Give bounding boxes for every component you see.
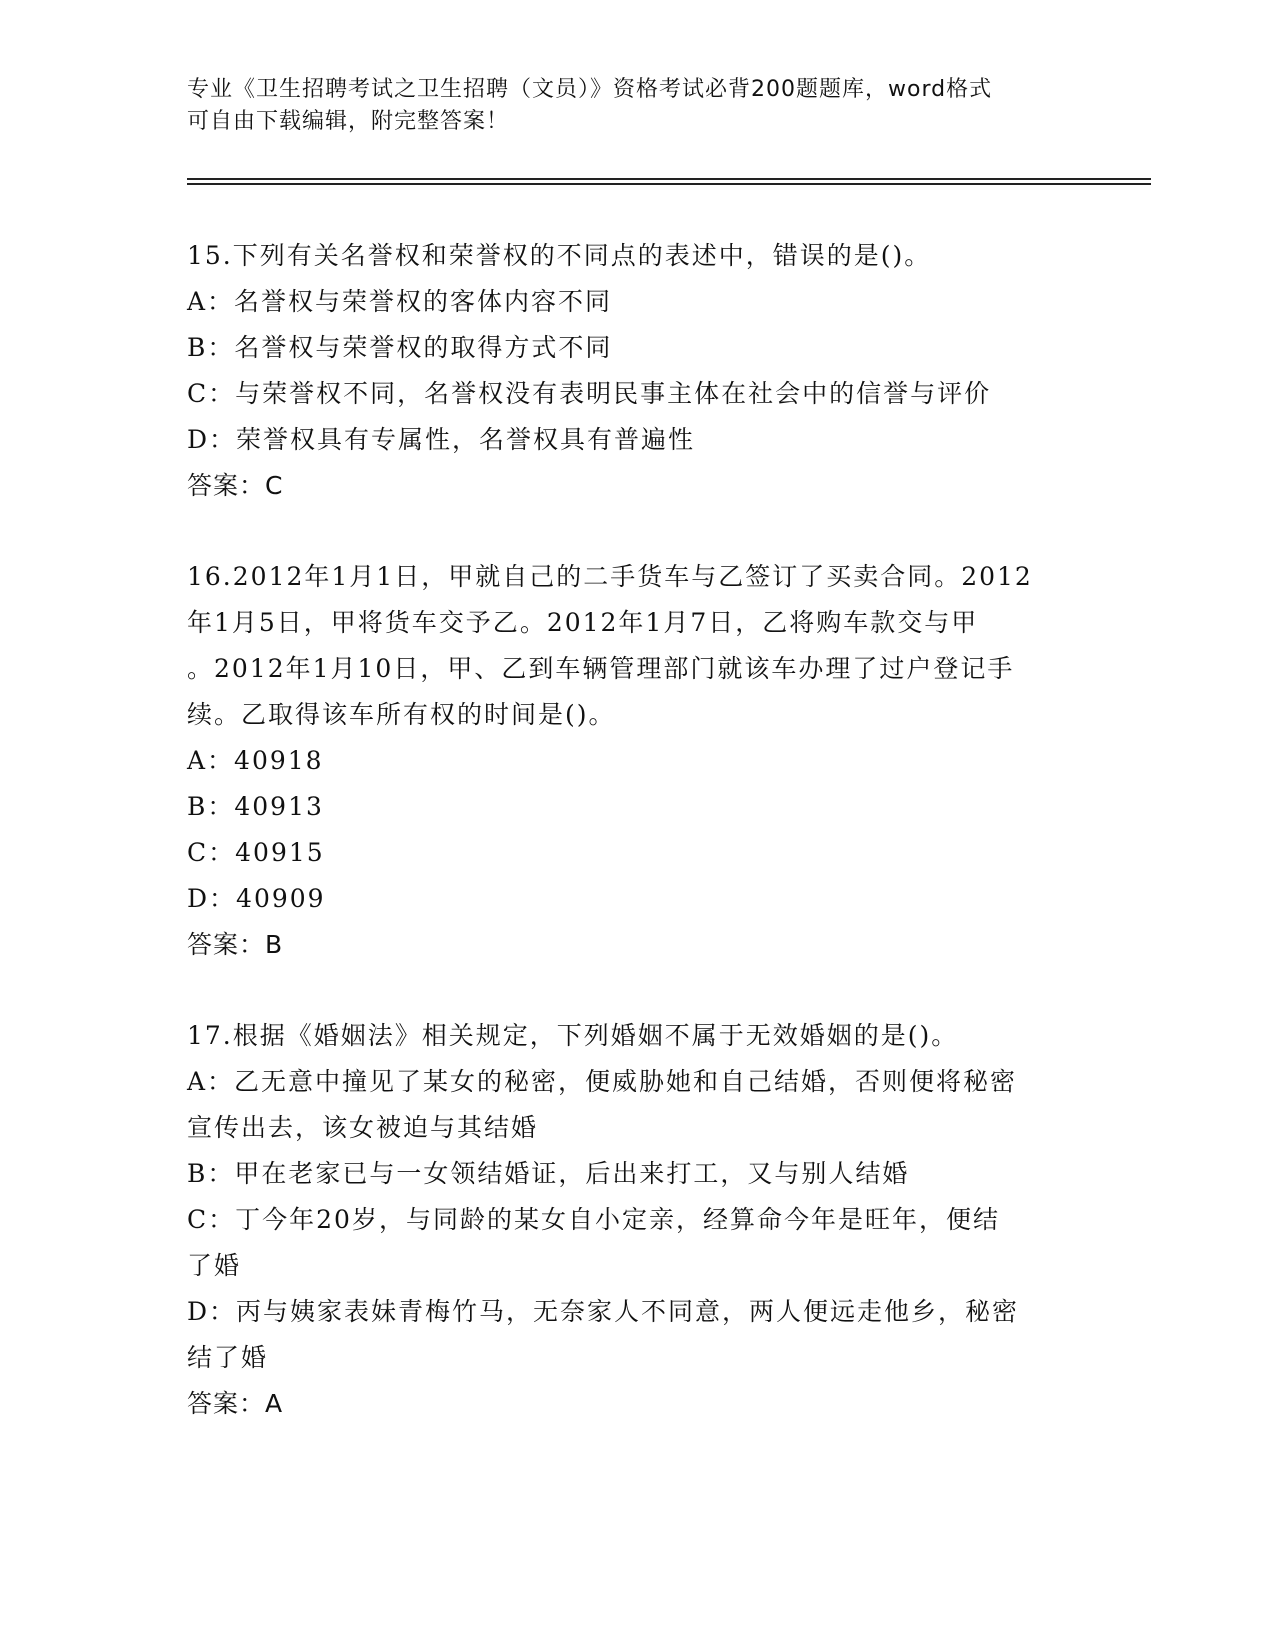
- question-stem-line: 年1月5日，甲将货车交予乙。2012年1月7日，乙将购车款交与甲: [187, 608, 979, 637]
- question-stem: 15.下列有关名誉权和荣誉权的不同点的表述中，错误的是()。: [187, 241, 932, 270]
- question-stem-line: 续。乙取得该车所有权的时间是()。: [187, 700, 616, 729]
- option-d: D：40909: [187, 884, 326, 913]
- option-a: A：40918: [187, 746, 324, 775]
- answer: 答案：A: [187, 1389, 284, 1418]
- option-a-continued: 宣传出去，该女被迫与其结婚: [187, 1113, 539, 1142]
- option-d-continued: 结了婚: [187, 1343, 269, 1372]
- header-divider-top: [187, 178, 1151, 180]
- question-16: [187, 554, 1087, 968]
- document-header: [187, 74, 1067, 138]
- option-c-continued: 了婚: [187, 1251, 242, 1280]
- header-line-1: 专业《卫生招聘考试之卫生招聘（文员）》资格考试必背200题题库，word格式: [187, 77, 993, 102]
- question-17: [187, 1013, 1087, 1427]
- option-c: C：丁今年20岁，与同龄的某女自小定亲，经算命今年是旺年，便结: [187, 1205, 1000, 1234]
- option-d: D：丙与姨家表妹青梅竹马，无奈家人不同意，两人便远走他乡，秘密: [187, 1297, 1020, 1326]
- option-b: B：甲在老家已与一女领结婚证，后出来打工，又与别人结婚: [187, 1159, 910, 1188]
- option-a: A：乙无意中撞见了某女的秘密，便威胁她和自己结婚，否则便将秘密: [187, 1067, 1018, 1096]
- question-15: [187, 233, 1087, 509]
- question-list: [187, 233, 1087, 1472]
- header-divider-bottom: [187, 183, 1151, 185]
- answer: 答案：B: [187, 930, 284, 959]
- option-d: D：荣誉权具有专属性，名誉权具有普遍性: [187, 425, 696, 454]
- option-c: C：与荣誉权不同，名誉权没有表明民事主体在社会中的信誉与评价: [187, 379, 992, 408]
- header-line-2: 可自由下载编辑，附完整答案！: [187, 109, 510, 134]
- option-c: C：40915: [187, 838, 325, 867]
- question-stem: 17.根据《婚姻法》相关规定，下列婚姻不属于无效婚姻的是()。: [187, 1021, 959, 1050]
- question-stem-line: 16.2012年1月1日，甲就自己的二手货车与乙签订了买卖合同。2012: [187, 562, 1033, 591]
- question-stem-line: 。2012年1月10日，甲、乙到车辆管理部门就该车办理了过户登记手: [187, 654, 1015, 683]
- option-b: B：名誉权与荣誉权的取得方式不同: [187, 333, 613, 362]
- option-b: B：40913: [187, 792, 324, 821]
- answer: 答案：C: [187, 471, 284, 500]
- option-a: A：名誉权与荣誉权的客体内容不同: [187, 287, 613, 316]
